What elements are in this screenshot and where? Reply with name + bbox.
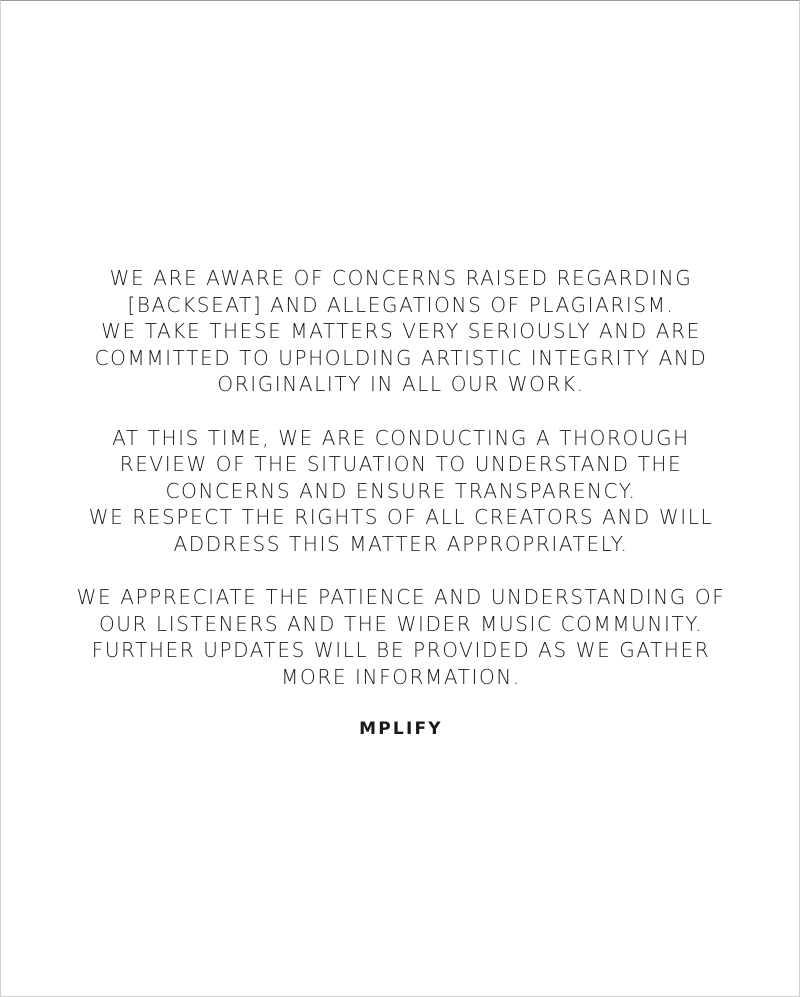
statement-paragraph-1 xyxy=(1,265,800,398)
statement-line: WE APPRECIATE THE PATIENCE AND UNDERSTANDING OF xyxy=(76,585,726,609)
statement-line: REVIEW OF THE SITUATION TO UNDERSTAND THE xyxy=(119,452,683,476)
statement-line: ADDRESS THIS MATTER APPROPRIATELY. xyxy=(173,531,629,556)
statement-line: AT THIS TIME, WE ARE CONDUCTING A THOROUGH xyxy=(112,425,690,450)
statement-line: [BACKSEAT] AND ALLEGATIONS OF PLAGIARISM. xyxy=(127,292,675,317)
statement-line: WE TAKE THESE MATTERS VERY SERIOUSLY AND ARE xyxy=(101,319,701,343)
statement-paragraph-3 xyxy=(1,584,800,690)
statement-line: OUR LISTENERS AND THE WIDER MUSIC COMMUNITY. xyxy=(98,611,704,636)
statement-line: ORIGINALITY IN ALL OUR WORK. xyxy=(217,372,585,396)
statement-paragraph-2 xyxy=(1,425,800,558)
statement-line: WE RESPECT THE RIGHTS OF ALL CREATORS AND WILL xyxy=(88,505,714,529)
statement-line: WE ARE AWARE OF CONCERNS RAISED REGARDING xyxy=(109,266,693,290)
statement-body xyxy=(1,265,800,741)
signature: MPLIFY xyxy=(359,719,443,739)
statement-line: CONCERNS AND ENSURE TRANSPARENCY. xyxy=(165,478,637,503)
statement-line: FURTHER UPDATES WILL BE PROVIDED AS WE GATHER xyxy=(91,638,711,662)
statement-line: MORE INFORMATION. xyxy=(281,664,521,689)
statement-line: COMMITTED TO UPHOLDING ARTISTIC INTEGRITY AND xyxy=(94,345,708,370)
